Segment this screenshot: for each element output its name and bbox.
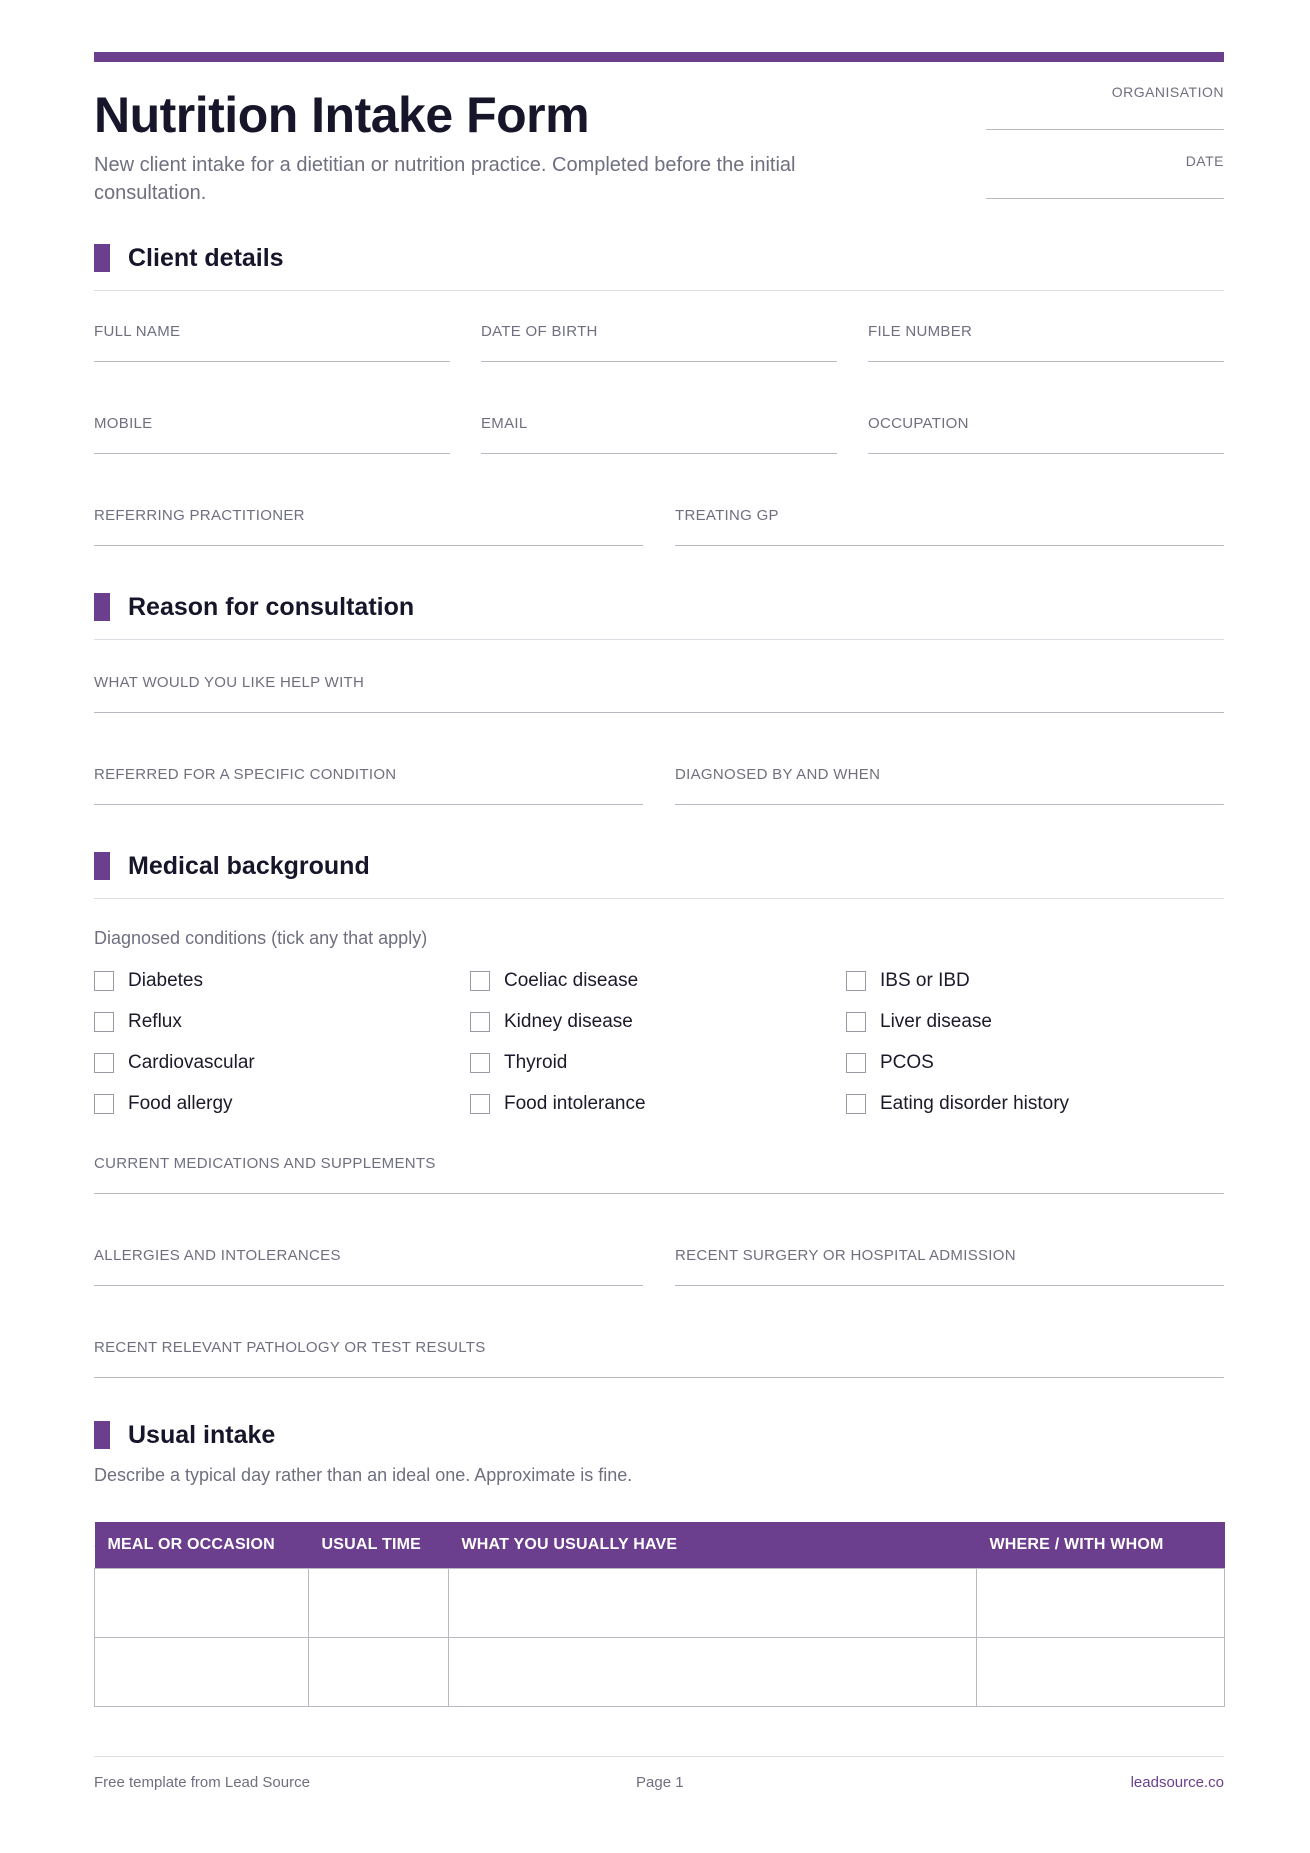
field-label: OCCUPATION (868, 415, 969, 432)
section-rule (94, 290, 1224, 291)
checkbox-box[interactable] (94, 971, 114, 991)
column-header: WHERE / WITH WHOM (977, 1522, 1225, 1569)
condition-checkbox-food-allergy[interactable] (94, 1093, 424, 1117)
field-line (94, 1285, 643, 1286)
table-cell[interactable] (95, 1638, 309, 1707)
condition-checkbox-kidney[interactable] (470, 1011, 800, 1035)
checkbox-box[interactable] (846, 1012, 866, 1032)
usual-intake-table (94, 1522, 1225, 1707)
checkbox-box[interactable] (470, 1053, 490, 1073)
field-label: ALLERGIES AND INTOLERANCES (94, 1247, 341, 1264)
checkbox-box[interactable] (846, 1094, 866, 1114)
diagnosed-by-field[interactable] (675, 766, 1224, 783)
field-label: FILE NUMBER (868, 323, 973, 340)
checkbox-box[interactable] (846, 971, 866, 991)
field-line (94, 361, 450, 362)
pathology-results-field[interactable] (94, 1339, 1224, 1356)
checkbox-label: Eating disorder history (880, 1093, 1070, 1114)
field-label: TREATING GP (675, 507, 779, 524)
field-line (94, 804, 643, 805)
mobile-field[interactable] (94, 415, 450, 432)
field-label: REFERRING PRACTITIONER (94, 507, 305, 524)
section-title: Reason for consultation (128, 593, 415, 621)
section-title: Usual intake (128, 1421, 276, 1449)
field-line (94, 545, 643, 546)
table-cell[interactable] (977, 1638, 1225, 1707)
checkbox-label: Kidney disease (504, 1011, 633, 1032)
checkbox-label: Coeliac disease (504, 970, 639, 991)
table-row (95, 1569, 1225, 1638)
field-line (94, 1193, 1224, 1194)
table-header-row (95, 1522, 1225, 1569)
table-cell[interactable] (95, 1569, 309, 1638)
condition-checkbox-diabetes[interactable] (94, 970, 424, 994)
field-line (675, 1285, 1224, 1286)
email-field[interactable] (481, 415, 837, 432)
field-line (481, 453, 837, 454)
section-rule (94, 639, 1224, 640)
file-number-field[interactable] (868, 323, 1224, 340)
section-rule (94, 898, 1224, 899)
checkbox-label: Diabetes (128, 970, 203, 991)
field-label: REFERRED FOR A SPECIFIC CONDITION (94, 766, 397, 783)
condition-checkbox-thyroid[interactable] (470, 1052, 800, 1076)
conditions-hint: Diagnosed conditions (tick any that apply) (94, 928, 428, 948)
section-marker (94, 593, 110, 621)
checkbox-label: Food intolerance (504, 1093, 646, 1114)
field-line (481, 361, 837, 362)
field-line (675, 804, 1224, 805)
field-label: FULL NAME (94, 323, 181, 340)
checkbox-label: Thyroid (504, 1052, 568, 1073)
allergies-field[interactable] (94, 1247, 643, 1264)
organisation-line (986, 129, 1224, 130)
footer-link[interactable]: leadsource.co (1130, 1774, 1224, 1791)
field-label: WHAT WOULD YOU LIKE HELP WITH (94, 674, 365, 691)
checkbox-box[interactable] (94, 1094, 114, 1114)
checkbox-box[interactable] (470, 971, 490, 991)
condition-checkbox-eating-disorder[interactable] (846, 1093, 1176, 1117)
checkbox-label: PCOS (880, 1052, 934, 1073)
section-marker (94, 1421, 110, 1449)
table-cell[interactable] (449, 1638, 977, 1707)
page-subtitle: New client intake for a dietitian or nutrition practice. Completed before the initial consultation. (94, 154, 796, 204)
date-label: DATE (1185, 153, 1224, 169)
footer-page-number: Page 1 (636, 1774, 684, 1791)
footer-rule (94, 1756, 1224, 1757)
field-label: RECENT SURGERY OR HOSPITAL ADMISSION (675, 1247, 1016, 1264)
section-marker (94, 244, 110, 272)
occupation-field[interactable] (868, 415, 1224, 432)
field-line (94, 712, 1224, 713)
field-label: DATE OF BIRTH (481, 323, 598, 340)
condition-checkbox-pcos[interactable] (846, 1052, 1176, 1076)
organisation-field[interactable] (986, 84, 1224, 144)
column-header: USUAL TIME (309, 1522, 449, 1569)
field-line (675, 545, 1224, 546)
section-title: Client details (128, 244, 284, 272)
checkbox-box[interactable] (94, 1053, 114, 1073)
field-label: RECENT RELEVANT PATHOLOGY OR TEST RESULTS (94, 1339, 486, 1356)
date-of-birth-field[interactable] (481, 323, 837, 340)
checkbox-label: Cardiovascular (128, 1052, 255, 1073)
table-row (95, 1638, 1225, 1707)
help-with-field[interactable] (94, 674, 1224, 691)
condition-checkbox-food-intolerance[interactable] (470, 1093, 800, 1117)
checkbox-label: Reflux (128, 1011, 182, 1032)
organisation-label: ORGANISATION (1111, 84, 1224, 100)
field-label: EMAIL (481, 415, 528, 432)
checkbox-box[interactable] (846, 1053, 866, 1073)
field-line (868, 453, 1224, 454)
intake-hint: Describe a typical day rather than an ideal one. Approximate is fine. (94, 1465, 633, 1485)
specific-condition-field[interactable] (94, 766, 643, 783)
column-header: WHAT YOU USUALLY HAVE (449, 1522, 977, 1569)
field-line (94, 453, 450, 454)
field-line (94, 1377, 1224, 1378)
table-cell[interactable] (309, 1569, 449, 1638)
table-cell[interactable] (309, 1638, 449, 1707)
table-cell[interactable] (977, 1569, 1225, 1638)
field-label: MOBILE (94, 415, 153, 432)
column-header: MEAL OR OCCASION (95, 1522, 309, 1569)
checkbox-box[interactable] (94, 1012, 114, 1032)
page-title: Nutrition Intake Form (94, 87, 590, 143)
recent-surgery-field[interactable] (675, 1247, 1224, 1264)
section-title: Medical background (128, 852, 370, 880)
condition-checkbox-cardiovascular[interactable] (94, 1052, 424, 1076)
checkbox-label: Food allergy (128, 1093, 233, 1114)
date-field[interactable] (986, 153, 1224, 213)
date-line (986, 198, 1224, 199)
checkbox-label: IBS or IBD (880, 970, 970, 991)
checkbox-box[interactable] (470, 1094, 490, 1114)
footer-credit: Free template from Lead Source (94, 1774, 310, 1791)
condition-checkbox-coeliac[interactable] (470, 970, 800, 994)
field-label: DIAGNOSED BY AND WHEN (675, 766, 881, 783)
checkbox-box[interactable] (470, 1012, 490, 1032)
condition-checkbox-liver[interactable] (846, 1011, 1176, 1035)
section-marker (94, 852, 110, 880)
referring-practitioner-field[interactable] (94, 507, 643, 524)
medications-field[interactable] (94, 1155, 1224, 1172)
condition-checkbox-ibs[interactable] (846, 970, 1176, 994)
full-name-field[interactable] (94, 323, 450, 340)
treating-gp-field[interactable] (675, 507, 1224, 524)
field-line (868, 361, 1224, 362)
table-cell[interactable] (449, 1569, 977, 1638)
checkbox-label: Liver disease (880, 1011, 992, 1032)
field-label: CURRENT MEDICATIONS AND SUPPLEMENTS (94, 1155, 436, 1172)
condition-checkbox-reflux[interactable] (94, 1011, 424, 1035)
accent-top-bar (94, 52, 1224, 62)
